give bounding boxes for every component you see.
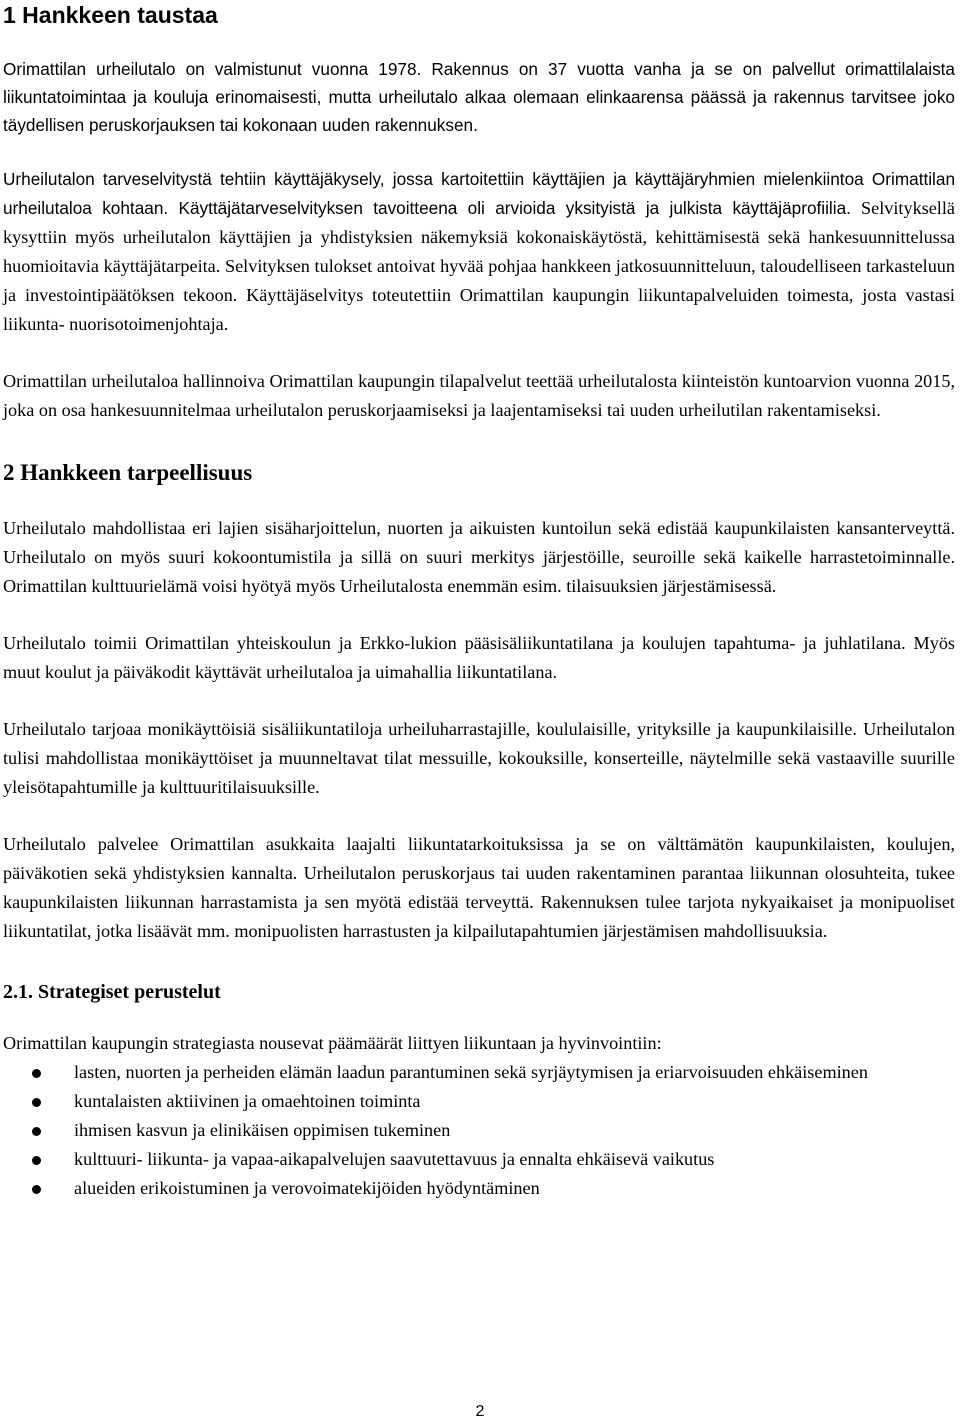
list-item-text: ihmisen kasvun ja elinikäisen oppimisen tukeminen: [74, 1120, 451, 1140]
document-page: [3, 0, 955, 1203]
spacer: [3, 339, 955, 367]
list-item: [3, 1145, 955, 1174]
list-item-text: lasten, nuorten ja perheiden elämän laadun parantuminen sekä syrjäytymisen ja eriarvoisuuden ehkäiseminen: [74, 1062, 868, 1082]
spacer: [3, 687, 955, 715]
bullet-icon: [32, 1185, 41, 1194]
spacer: [3, 802, 955, 830]
spacer: [3, 139, 955, 165]
spacer: [3, 601, 955, 629]
bullet-icon: [32, 1098, 41, 1107]
list-item: [3, 1174, 955, 1203]
section-1-paragraph-1: Orimattilan urheilutalo on valmistunut vuonna 1978. Rakennus on 37 vuotta vanha ja se on palvellut orimattilalaista liikuntatoimintaa ja kouluja erinomaisesti, mutta urheilutalo alkaa olemaan elinkaarensa päässä ja rakennus tarvitsee joko täydellisen peruskorjauksen tai kokonaan uuden rakennuksen.: [3, 59, 955, 135]
section-1-heading: 1 Hankkeen taustaa: [3, 2, 218, 28]
section-1-paragraph-2-part-b: Selvityksellä kysyttiin myös urheilutalon käyttäjien ja yhdistyksien näkemyksiä kokonaiskäytöstä, kehittämisestä sekä hankesuunnittelussa huomioitavia käyttäjätarpeita. Selvityksen tulokset antoivat hyvää pohjaa hankkeen jatkosuunnitteluun, taloudelliseen tarkasteluun ja investointipäätöksen tekoon. Käyttäjäselvitys toteutettiin Orimattilan kaupungin liikuntapalveluiden toimesta, josta vastasi liikunta- nuorisotoimenjohtaja.: [3, 198, 955, 334]
strategy-list: [3, 1058, 955, 1203]
section-2-paragraph-1: Urheilutalo mahdollistaa eri lajien sisäharjoittelun, nuorten ja aikuisten kuntoilun sekä edistää kaupunkilaisten kansanterveyttä. Urheilutalo on myös suuri kokoontumistila ja sillä on suuri merkitys järjestöille, seuroille sekä kaikelle harrastetoiminnalle. Orimattilan kulttuurielämä voisi hyötyä myös Urheilutalosta enemmän esim. tilaisuuksien järjestämisessä.: [3, 518, 955, 596]
spacer: [3, 29, 955, 55]
bullet-icon: [32, 1156, 41, 1165]
list-item: [3, 1058, 955, 1087]
list-item: [3, 1116, 955, 1145]
list-item-text: kulttuuri- liikunta- ja vapaa-aikapalvelujen saavutettavuus ja ennalta ehkäisevä vaikutus: [74, 1149, 715, 1169]
page-number: 2: [475, 1403, 485, 1420]
spacer: [3, 1005, 955, 1029]
spacer: [3, 487, 955, 514]
spacer: [3, 946, 955, 979]
list-item: [3, 1087, 955, 1116]
section-1-paragraph-3: Orimattilan urheilutaloa hallinnoiva Orimattilan kaupungin tilapalvelut teettää urheilutalosta kiinteistön kuntoarvion vuonna 2015, joka on osa hankesuunnitelmaa urheilutalon peruskorjaamiseksi ja laajentamiseksi tai uuden urheilutilan rakentamiseksi.: [3, 371, 955, 420]
section-2-heading: 2 Hankkeen tarpeellisuus: [3, 460, 253, 485]
list-item-text: alueiden erikoistuminen ja verovoimatekijöiden hyödyntäminen: [74, 1178, 540, 1198]
list-item-text: kuntalaisten aktiivinen ja omaehtoinen toiminta: [74, 1091, 421, 1111]
section-1-paragraph-2: [3, 165, 955, 339]
section-2-paragraph-4: Urheilutalo palvelee Orimattilan asukkaita laajalti liikuntatarkoituksissa ja se on välttämätön kaupunkilaisten, koulujen, päiväkotien sekä yhdistyksien kannalta. Urheilutalon peruskorjaus tai uuden rakentaminen parantaa liikunnan olosuhteita, tukee kaupunkilaisten liikunnan harrastamista ja sen myötä edistää terveyttä. Rakennuksen tulee tarjota nykyaikaiset ja monipuoliset liikuntatilat, jotka lisäävät mm. monipuolisten harrastusten ja kilpailutapahtumien järjestämisen mahdollisuuksia.: [3, 834, 955, 941]
section-2-paragraph-2: Urheilutalo toimii Orimattilan yhteiskoulun ja Erkko-lukion pääsisäliikuntatilana ja koulujen tapahtuma- ja juhlatilana. Myös muut koulut ja päiväkodit käyttävät urheilutaloa ja uimahallia liikuntatilana.: [3, 633, 955, 682]
section-2-paragraph-3: Urheilutalo tarjoaa monikäyttöisiä sisäliikuntatiloja urheiluharrastajille, koululaisille, yrityksille ja kaupunkilaisille. Urheilutalon tulisi mahdollistaa monikäyttöiset ja muunneltavat tilat messuille, kokouksille, konserteille, näytelmille sekä vastaaville suurille yleisötapahtumille ja kulttuuritilaisuuksille.: [3, 719, 955, 797]
bullet-icon: [32, 1127, 41, 1136]
bullet-icon: [32, 1069, 41, 1078]
section-1-paragraph-2-part-a: Urheilutalon tarveselvitystä tehtiin käyttäjäkysely, jossa kartoitettiin käyttäjien ja käyttäjäryhmien mielenkiintoa Orimattilan urheilutaloa kohtaan. Käyttäjätarveselvityksen tavoitteena oli arvioida yksityistä ja julkista käyttäjäprofiilia.: [3, 169, 955, 218]
section-2-1-heading: 2.1. Strategiset perustelut: [3, 981, 221, 1003]
spacer: [3, 425, 955, 458]
section-2-1-intro: Orimattilan kaupungin strategiasta nousevat päämäärät liittyen liikuntaan ja hyvinvointiin:: [3, 1033, 662, 1053]
